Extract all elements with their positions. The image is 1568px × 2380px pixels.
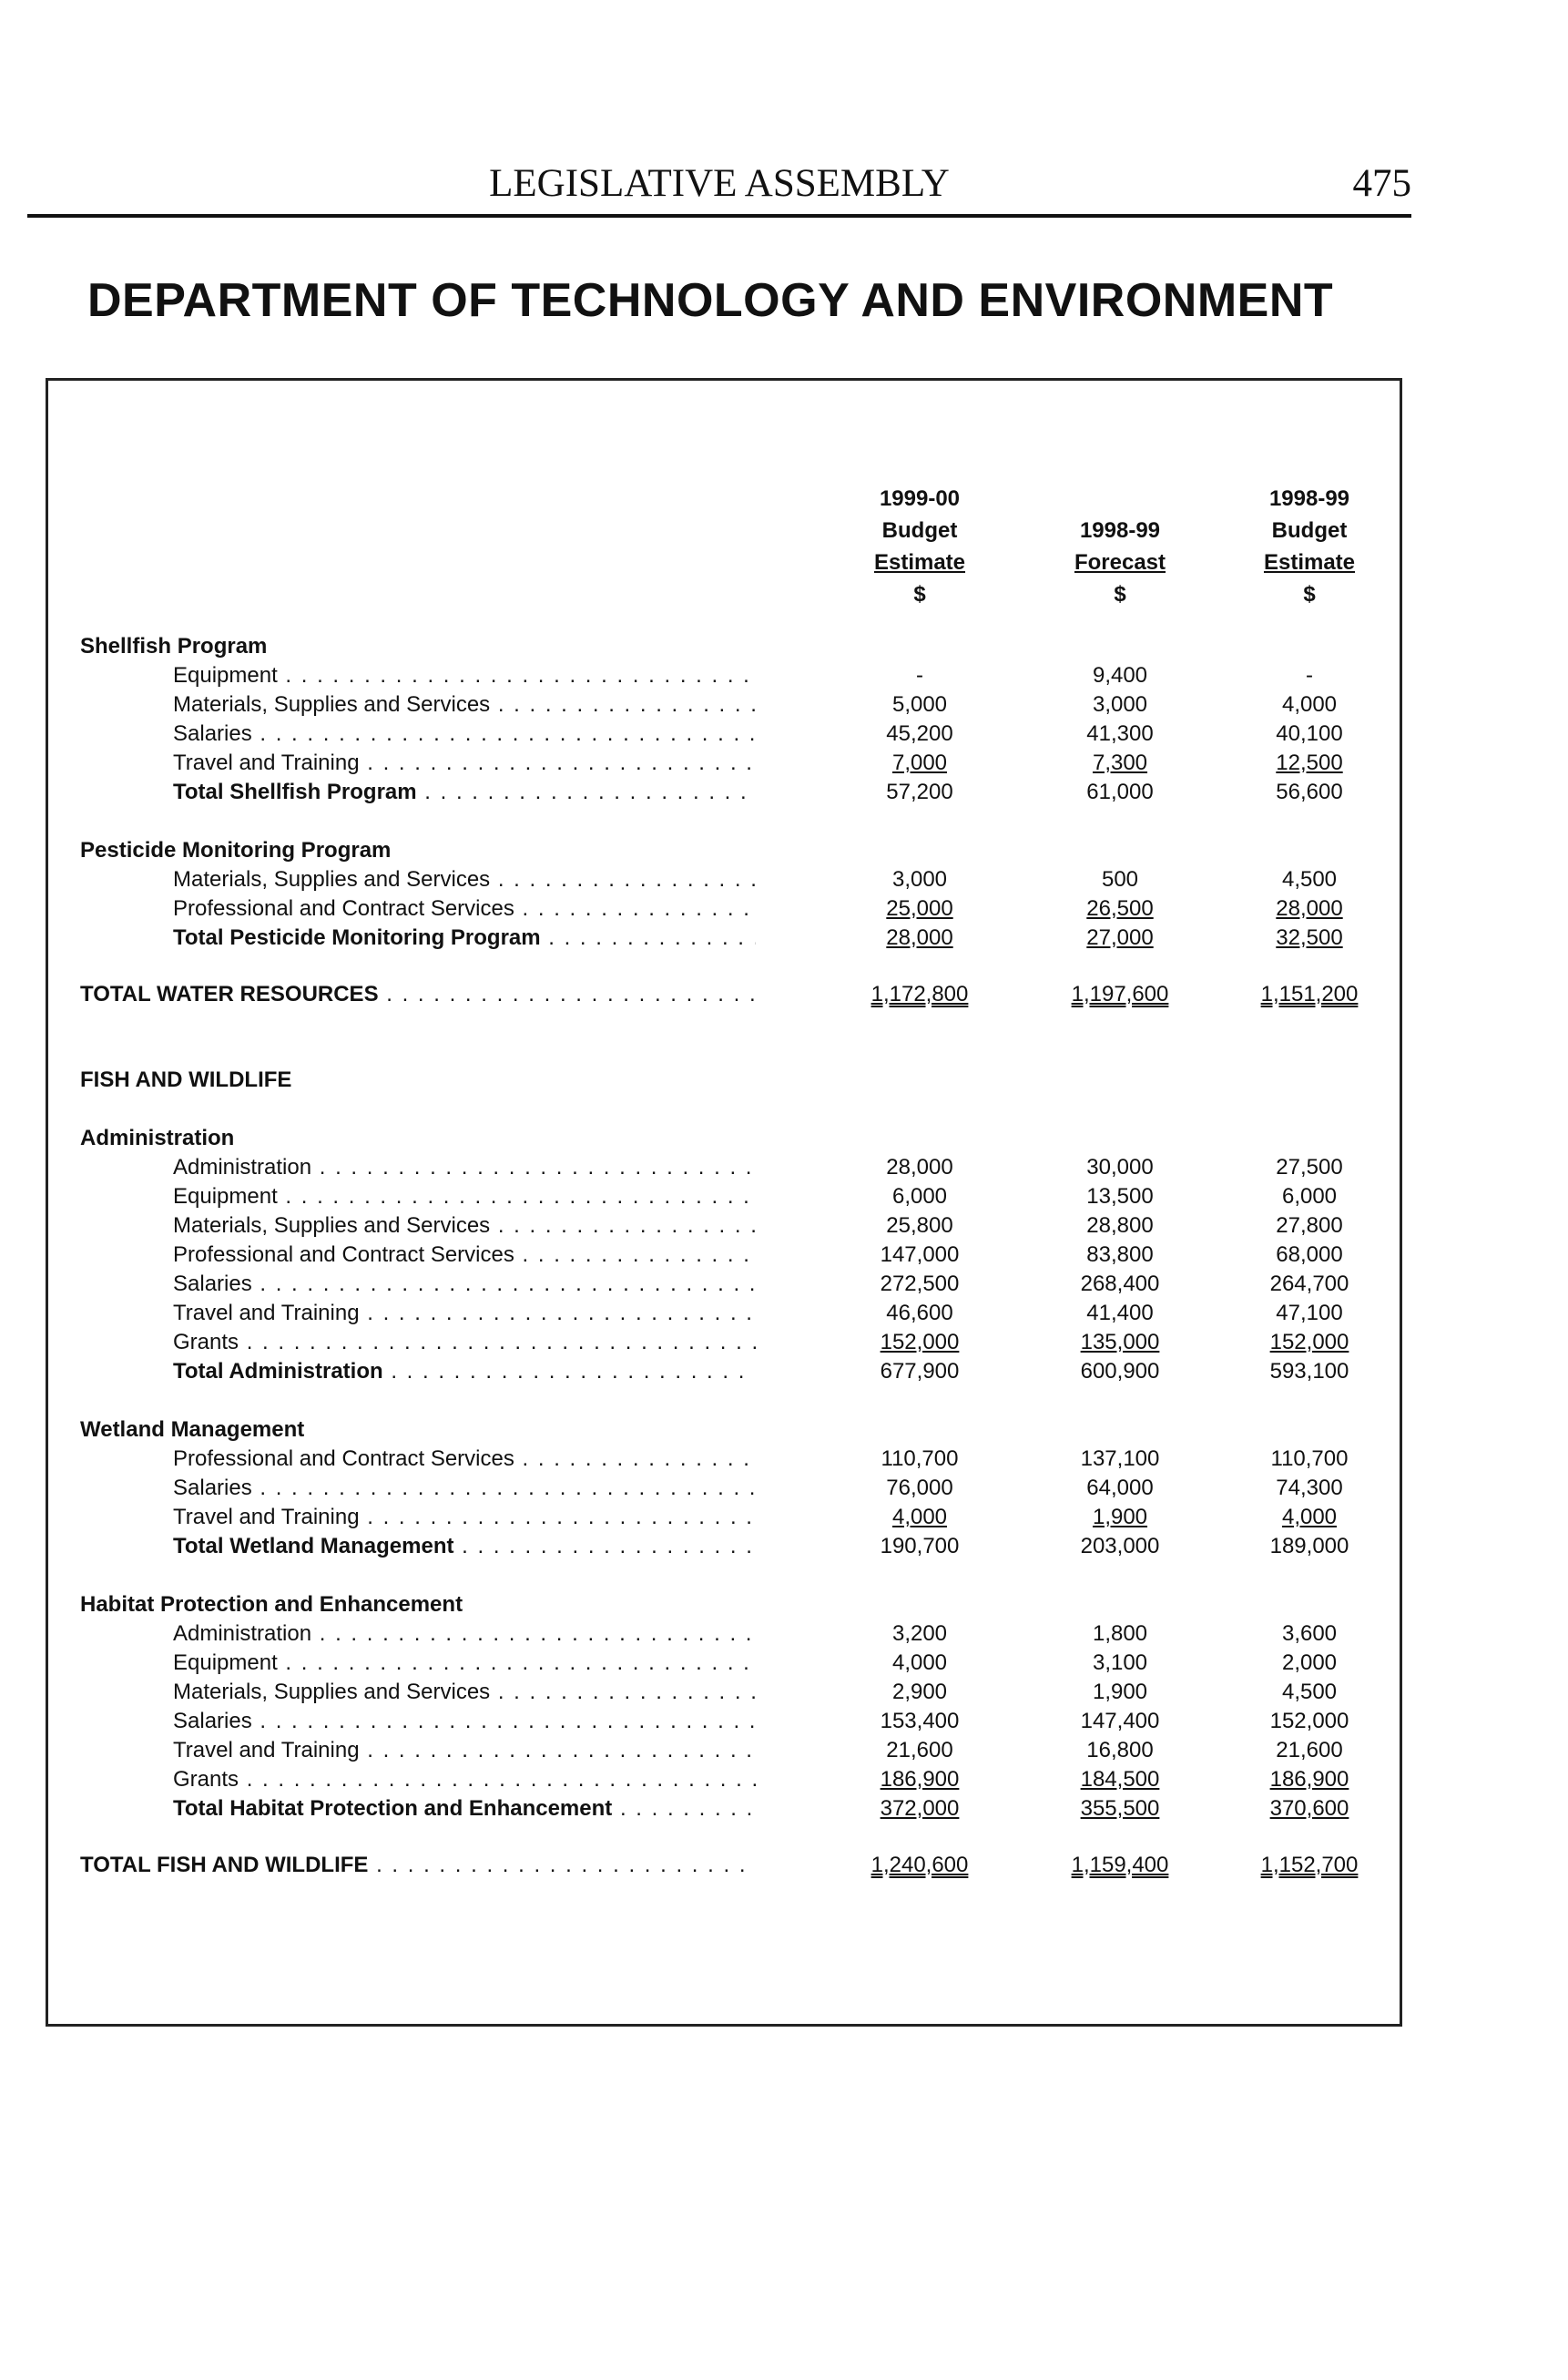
value-cell: 1,197,600 [1071,982,1169,1006]
column-header-line: Budget [1271,518,1348,543]
column-header-1998-99-forecast [1029,483,1211,610]
row-label: Total Wetland Management . . . [173,1532,756,1561]
value-cell: 190,700 [880,1534,960,1558]
column-header-line: Estimate [1263,550,1356,575]
value-cell: 1,172,800 [871,982,969,1006]
value-cell: 28,000 [1276,896,1343,921]
column-header-line: 1998-99 [1079,518,1161,543]
value-cell: 28,800 [1086,1213,1154,1238]
row-label: Grants . . . [173,1328,756,1357]
column-header-line [1029,483,1211,515]
row-label: Equipment . . . [173,1649,756,1678]
value-cell: 1,900 [1092,1505,1148,1529]
value-cell: 3,000 [891,867,948,892]
row-label: Materials, Supplies and Services . . . [173,865,756,894]
row-label: FISH AND WILDLIFE [80,1067,292,1092]
value-cell: 110,700 [881,1446,959,1471]
value-cell: 76,000 [886,1476,953,1500]
value-cell: 2,900 [891,1680,948,1704]
value-cell: 3,000 [1092,692,1148,717]
value-cell: 9,400 [1092,663,1148,688]
value-cell: 5,000 [891,692,948,717]
value-cell: 28,000 [886,1155,953,1180]
value-cell: 41,400 [1086,1301,1154,1325]
value-cell: 2,000 [1281,1650,1338,1675]
row-label: Salaries . . . [173,720,756,749]
table-row [0,720,1568,749]
value-cell: 57,200 [886,780,953,804]
table-row [0,1736,1568,1765]
value-cell: 56,600 [1276,780,1343,804]
row-label: Shellfish Program [80,634,268,659]
value-cell: 4,000 [891,1505,948,1529]
value-cell: 1,159,400 [1071,1853,1169,1877]
value-cell: 13,500 [1086,1184,1154,1209]
column-header-line: Forecast [1074,550,1166,575]
value-cell: 264,700 [1269,1272,1349,1296]
total-row [0,1794,1568,1823]
row-label: Grants . . . [173,1765,756,1794]
table-row [0,1649,1568,1678]
row-label: Travel and Training . . . [173,1503,756,1532]
value-cell: 83,800 [1086,1242,1154,1267]
row-label: Administration . . . [173,1619,756,1649]
value-cell: 25,000 [886,896,953,921]
value-cell: 152,000 [1269,1709,1349,1733]
column-header-1998-99-estimate [1218,483,1400,610]
table-row [0,894,1568,924]
value-cell: 64,000 [1086,1476,1154,1500]
section-heading [0,836,1568,865]
row-label: TOTAL WATER RESOURCES . . . [80,980,756,1009]
value-cell: 45,200 [886,721,953,746]
row-label: Pesticide Monitoring Program [80,838,392,863]
value-cell: 1,800 [1092,1621,1148,1646]
row-label: Total Shellfish Program . . . [173,778,756,807]
value-cell: 21,600 [1276,1738,1343,1762]
row-label: Habitat Protection and Enhancement [80,1592,463,1617]
value-cell: 6,000 [891,1184,948,1209]
total-row [0,1851,1568,1880]
value-cell: 372,000 [880,1796,960,1821]
table-row [0,1328,1568,1357]
value-cell: 600,900 [1080,1359,1160,1384]
table-row [0,1765,1568,1794]
row-label: Total Habitat Protection and Enhancement . . . [173,1794,756,1823]
row-label: Salaries . . . [173,1707,756,1736]
value-cell: 27,000 [1086,925,1154,950]
row-label: Professional and Contract Services . . . [173,1241,756,1270]
value-cell: 74,300 [1276,1476,1343,1500]
table-row [0,1707,1568,1736]
column-header-line: $ [913,582,926,607]
section-heading [0,632,1568,661]
value-cell: 25,800 [886,1213,953,1238]
value-cell: 500 [1101,867,1139,892]
section-heading [0,1066,1568,1095]
total-row [0,1532,1568,1561]
section-heading [0,1124,1568,1153]
column-header-line: Budget [881,518,958,543]
row-label: Equipment . . . [173,661,756,690]
total-row [0,924,1568,953]
total-row [0,778,1568,807]
value-cell: 1,240,600 [871,1853,969,1877]
column-header-1999-00-estimate [829,483,1011,610]
row-label: Materials, Supplies and Services . . . [173,690,756,720]
value-cell: 186,900 [1269,1767,1349,1792]
row-label: Travel and Training . . . [173,749,756,778]
value-cell: 272,500 [880,1272,960,1296]
value-cell: 41,300 [1086,721,1154,746]
row-label: Equipment . . . [173,1182,756,1211]
value-cell: 12,500 [1276,751,1343,775]
value-cell: 677,900 [880,1359,960,1384]
column-header-line: 1998-99 [1268,486,1350,511]
value-cell: 370,600 [1269,1796,1349,1821]
value-cell: 3,600 [1281,1621,1338,1646]
row-label: Professional and Contract Services . . . [173,894,756,924]
table-row [0,1153,1568,1182]
table-row [0,1241,1568,1270]
value-cell: 147,400 [1080,1709,1160,1733]
value-cell: - [1306,663,1313,688]
value-cell: 593,100 [1269,1359,1349,1384]
page-number: 475 [1352,162,1411,205]
value-cell: 203,000 [1080,1534,1160,1558]
table-row [0,1503,1568,1532]
value-cell: 3,100 [1092,1650,1148,1675]
running-header [27,159,1411,218]
value-cell: 355,500 [1080,1796,1160,1821]
value-cell: 4,000 [891,1650,948,1675]
row-label: Salaries . . . [173,1270,756,1299]
value-cell: 28,000 [886,925,953,950]
row-label: Salaries . . . [173,1474,756,1503]
value-cell: 1,151,200 [1260,982,1359,1006]
row-label: Administration [80,1126,235,1150]
table-row [0,1211,1568,1241]
value-cell: 47,100 [1276,1301,1343,1325]
value-cell: 189,000 [1269,1534,1349,1558]
table-row [0,1445,1568,1474]
value-cell: 4,500 [1281,867,1338,892]
value-cell: 147,000 [880,1242,960,1267]
row-label: Administration . . . [173,1153,756,1182]
row-label: Travel and Training . . . [173,1736,756,1765]
table-row [0,1619,1568,1649]
value-cell: 7,000 [891,751,948,775]
row-label: TOTAL FISH AND WILDLIFE . . . [80,1851,756,1880]
row-label: Travel and Training . . . [173,1299,756,1328]
value-cell: 137,100 [1080,1446,1160,1471]
value-cell: 46,600 [886,1301,953,1325]
table-row [0,1474,1568,1503]
value-cell: 152,000 [1269,1330,1349,1354]
column-header-line: Estimate [873,550,966,575]
value-cell: 4,000 [1281,692,1338,717]
value-cell: 27,800 [1276,1213,1343,1238]
table-row [0,661,1568,690]
row-label: Professional and Contract Services . . . [173,1445,756,1474]
value-cell: 61,000 [1086,780,1154,804]
table-row [0,1299,1568,1328]
section-heading [0,1590,1568,1619]
table-row [0,865,1568,894]
total-row [0,980,1568,1009]
row-label: Total Administration . . . [173,1357,756,1386]
value-cell: 7,300 [1092,751,1148,775]
table-row [0,1270,1568,1299]
value-cell: 135,000 [1080,1330,1160,1354]
value-cell: 152,000 [880,1330,960,1354]
value-cell: 32,500 [1276,925,1343,950]
value-cell: 3,200 [891,1621,948,1646]
value-cell: 153,400 [880,1709,960,1733]
row-label: Total Pesticide Monitoring Program . . . [173,924,756,953]
value-cell: 1,900 [1092,1680,1148,1704]
column-header-line: $ [1114,582,1126,607]
value-cell: 16,800 [1086,1738,1154,1762]
value-cell: 68,000 [1276,1242,1343,1267]
value-cell: 27,500 [1276,1155,1343,1180]
table-row [0,749,1568,778]
column-header-line: $ [1303,582,1316,607]
value-cell: 110,700 [1270,1446,1349,1471]
department-title: DEPARTMENT OF TECHNOLOGY AND ENVIRONMENT [87,274,1334,327]
table-row [0,690,1568,720]
table-row [0,1678,1568,1707]
value-cell: 26,500 [1086,896,1154,921]
value-cell: 184,500 [1080,1767,1160,1792]
value-cell: 4,500 [1281,1680,1338,1704]
table-row [0,1182,1568,1211]
value-cell: 1,152,700 [1260,1853,1359,1877]
value-cell: 268,400 [1080,1272,1160,1296]
value-cell: 186,900 [880,1767,960,1792]
value-cell: 4,000 [1281,1505,1338,1529]
value-cell: 6,000 [1281,1184,1338,1209]
row-label: Materials, Supplies and Services . . . [173,1211,756,1241]
total-row [0,1357,1568,1386]
running-title: LEGISLATIVE ASSEMBLY [489,162,950,205]
row-label: Materials, Supplies and Services . . . [173,1678,756,1707]
value-cell: - [916,663,923,688]
section-heading [0,1415,1568,1445]
value-cell: 30,000 [1086,1155,1154,1180]
value-cell: 40,100 [1276,721,1343,746]
column-header-line: 1999-00 [879,486,961,511]
value-cell: 21,600 [886,1738,953,1762]
row-label: Wetland Management [80,1417,305,1442]
